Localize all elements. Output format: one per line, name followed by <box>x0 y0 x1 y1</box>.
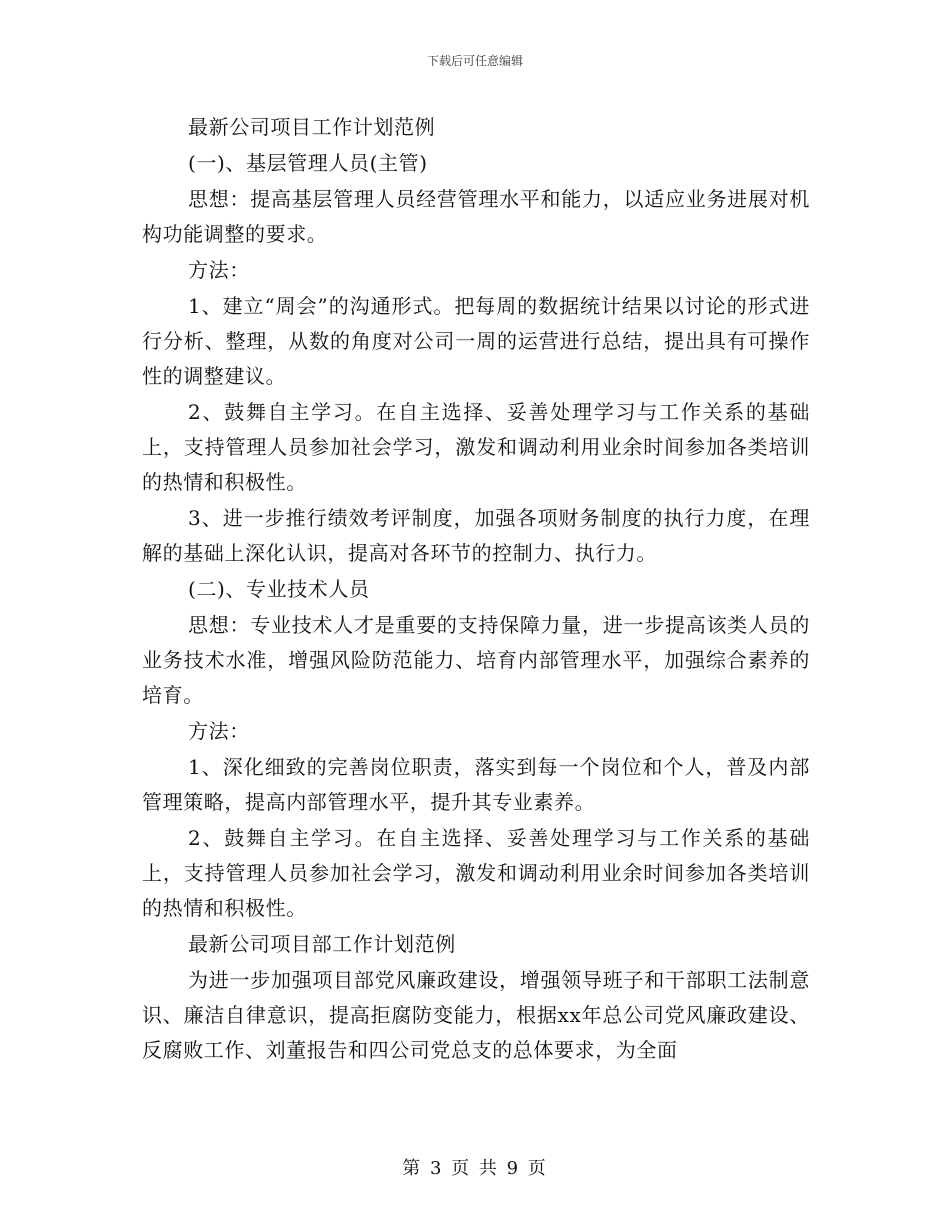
section-title: 最新公司项目部工作计划范例 <box>188 932 456 956</box>
subsection-heading: (二)、专业技术人员 <box>188 577 370 601</box>
paragraph: 1、建立“周会”的沟通形式。把每周的数据统计结果以讨论的形式进行分析、整理，从数的角度对公司一周的运营进行总结，提出具有可操作性的调整建议。 <box>142 294 810 388</box>
paragraph: 2、鼓舞自主学习。在自主选择、妥善处理学习与工作关系的基础上，支持管理人员参加社会学习，激发和调动利用业余时间参加各类培训的热情和积极性。 <box>142 400 810 494</box>
page-header-note: 下载后可任意编辑 <box>426 54 523 68</box>
method-label: 方法： <box>188 719 250 743</box>
paragraph: 1、深化细致的完善岗位职责，落实到每一个岗位和个人，普及内部管理策略，提高内部管理水平，提升其专业素养。 <box>142 755 810 814</box>
paragraph: 2、鼓舞自主学习。在自主选择、妥善处理学习与工作关系的基础上，支持管理人员参加社会学习，激发和调动利用业余时间参加各类培训的热情和积极性。 <box>142 826 810 920</box>
paragraph: 思想：专业技术人才是重要的支持保障力量，进一步提高该类人员的业务技术水准，增强风险防范能力、培育内部管理水平，加强综合素养的培育。 <box>142 613 810 707</box>
paragraph: 思想：提高基层管理人员经营管理水平和能力，以适应业务进展对机构功能调整的要求。 <box>142 187 810 246</box>
paragraph: 为进一步加强项目部党风廉政建设，增强领导班子和干部职工法制意识、廉洁自律意识，提高拒腐防变能力，根据xx年总公司党风廉政建设、反腐败工作、刘董报告和四公司党总支的总体要求，为全面 <box>142 968 810 1062</box>
page-number: 第 3 页 共 9 页 <box>402 1158 548 1179</box>
method-label: 方法： <box>188 258 250 282</box>
subsection-heading: (一)、基层管理人员(主管) <box>188 151 428 175</box>
paragraph: 3、进一步推行绩效考评制度，加强各项财务制度的执行力度，在理解的基础上深化认识，提高对各环节的控制力、执行力。 <box>142 506 810 565</box>
section-title: 最新公司项目工作计划范例 <box>188 115 436 139</box>
document-body <box>142 110 810 1069</box>
